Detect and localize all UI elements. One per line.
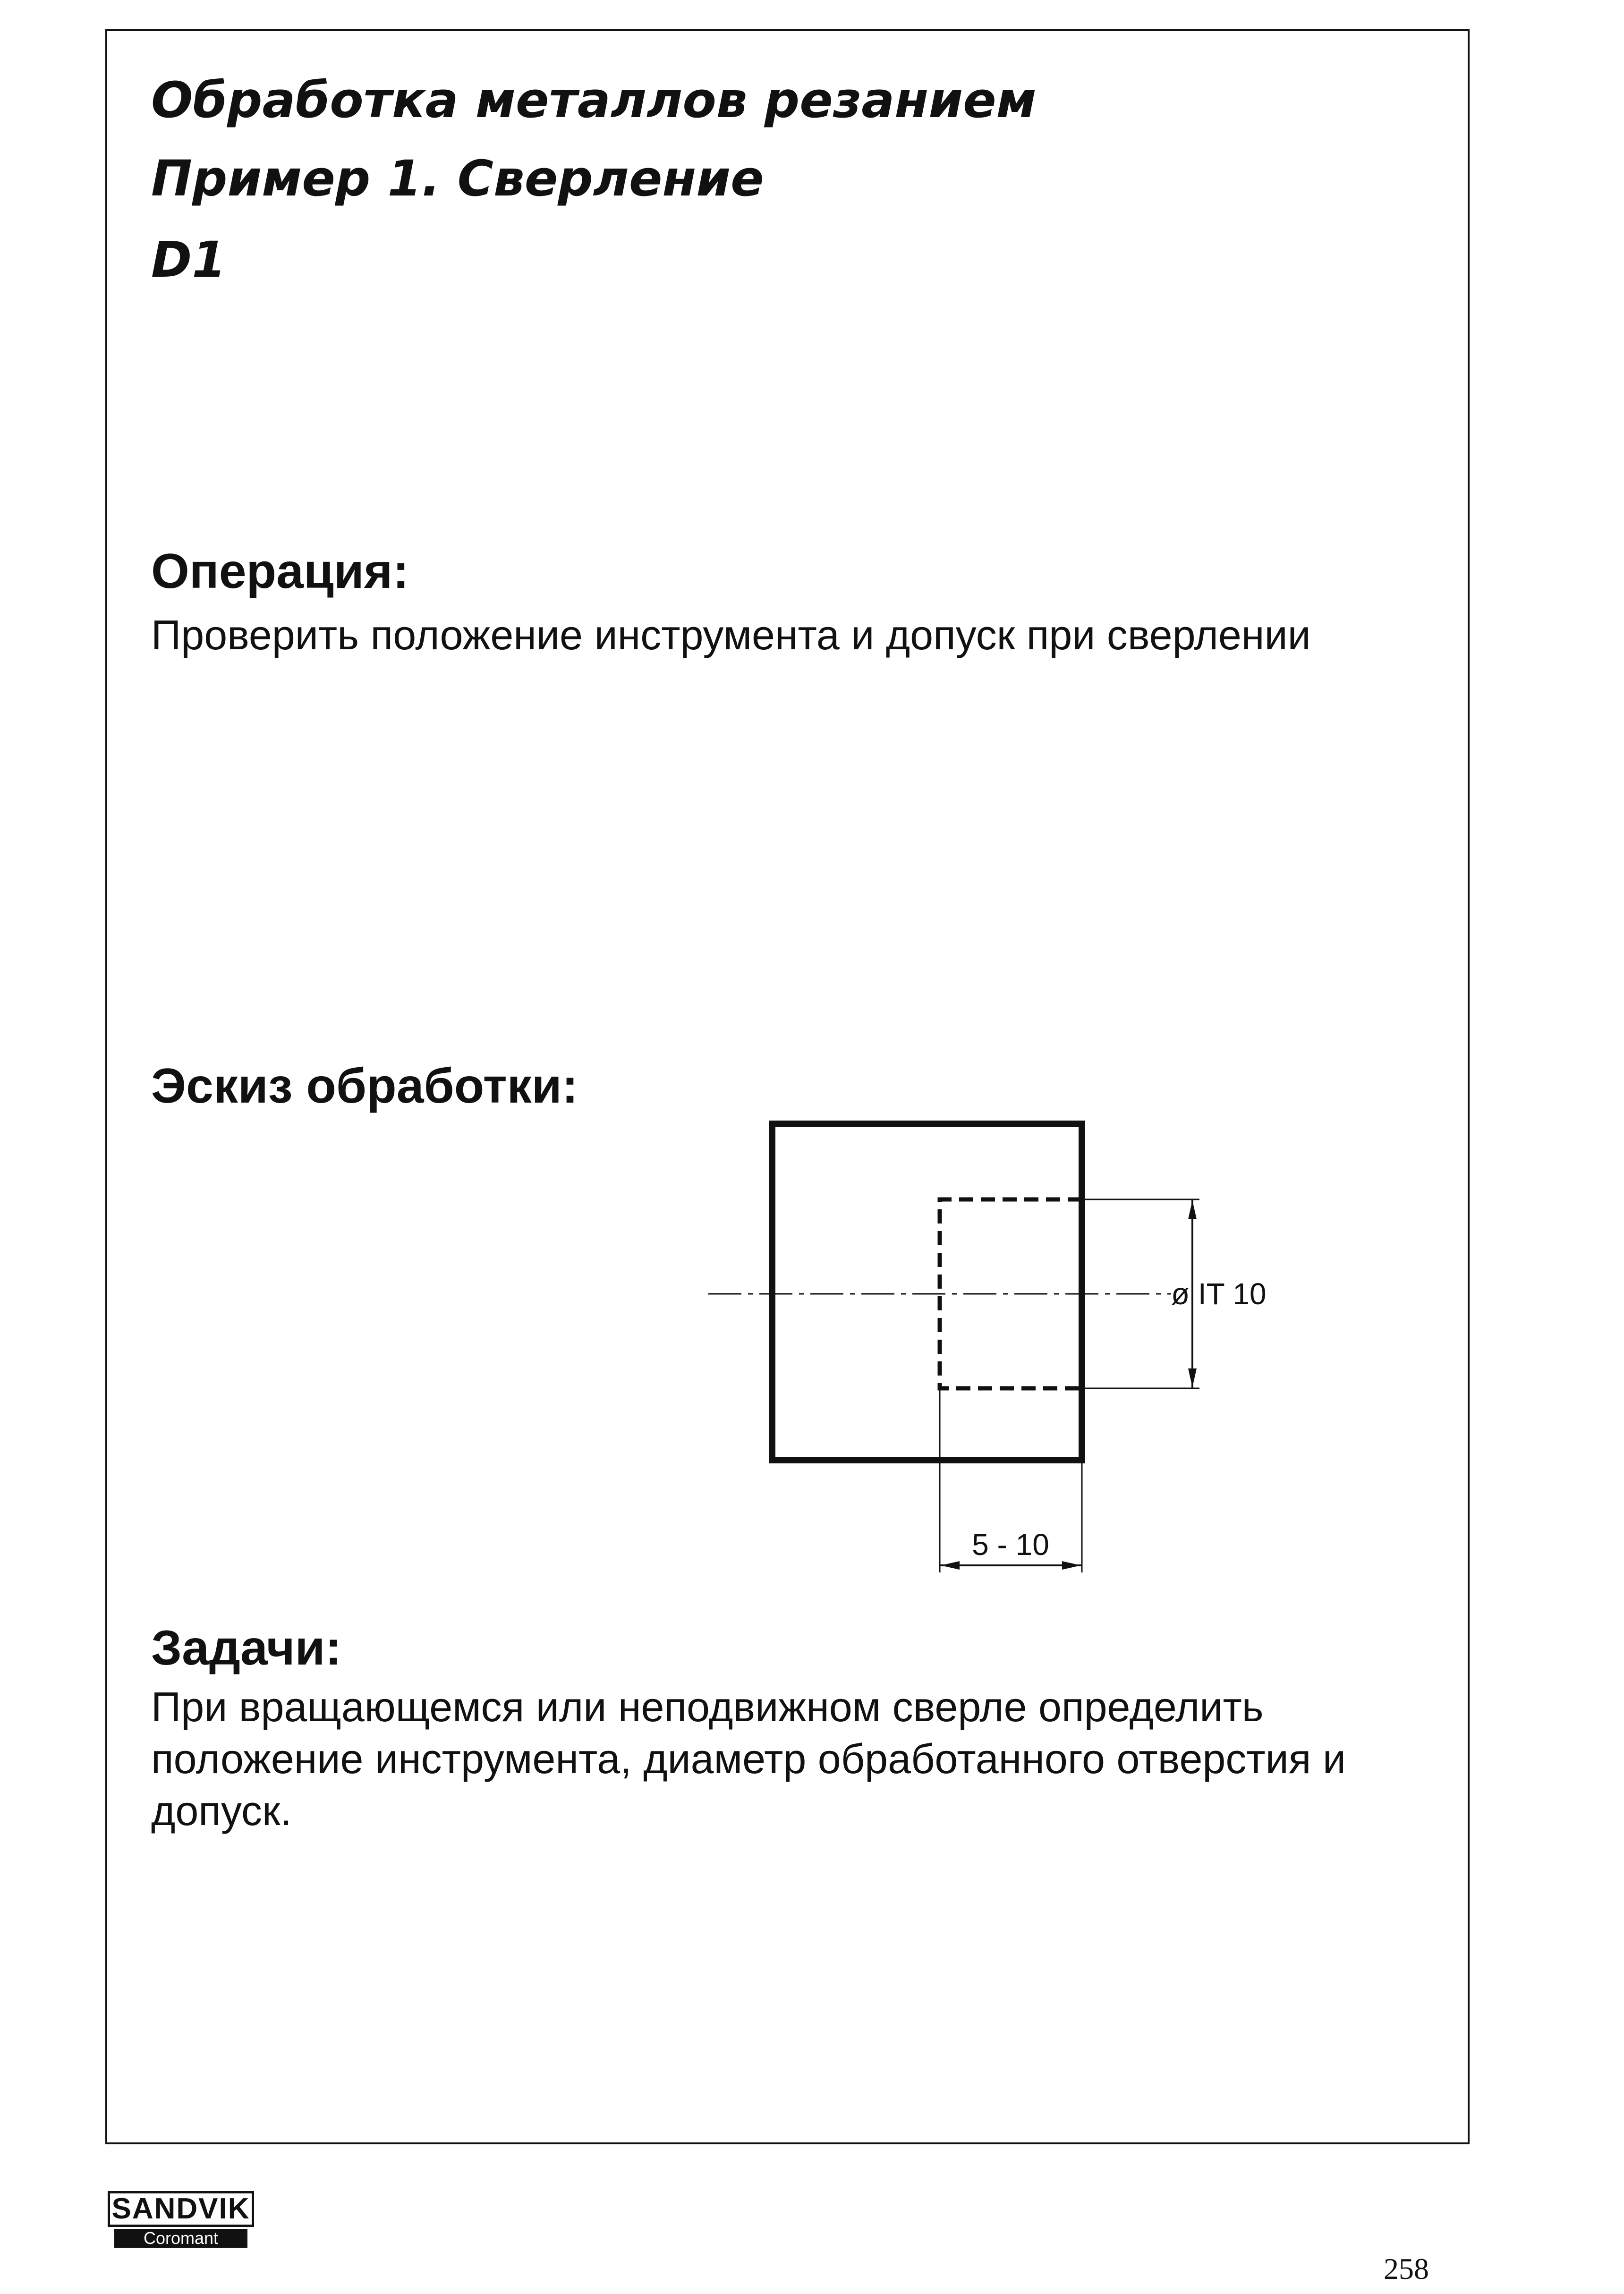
sketch-heading: Эскиз обработки: <box>151 1059 578 1113</box>
example-code: D1 <box>151 231 226 289</box>
example-title: Пример 1. Сверление <box>151 150 764 207</box>
operation-heading: Операция: <box>151 544 409 599</box>
sandvik-logo <box>108 2191 254 2248</box>
diameter-label: ø IT 10 <box>1171 1277 1267 1311</box>
workpiece-outline <box>772 1124 1082 1460</box>
logo-subtitle: Coromant <box>114 2229 247 2248</box>
depth-arrow-right <box>1062 1561 1081 1570</box>
hole-outline <box>940 1199 1082 1388</box>
diameter-arrow-top <box>1188 1200 1197 1219</box>
diameter-arrow-bottom <box>1188 1368 1197 1387</box>
drilling-sketch <box>699 1100 1313 1596</box>
logo-wordmark: SANDVIK <box>108 2191 254 2227</box>
tasks-text: При вращающемся или неподвижном сверле определить положение инструмента, диаметр обработанного отверстия и допуск. <box>151 1683 1346 1834</box>
page-number: 258 <box>1384 2252 1429 2286</box>
tasks-heading: Задачи: <box>151 1621 342 1675</box>
depth-arrow-left <box>941 1561 960 1570</box>
operation-text: Проверить положение инструмента и допуск при сверлении <box>151 612 1311 658</box>
depth-label: 5 - 10 <box>972 1528 1049 1562</box>
document-title: Обработка металлов резанием <box>151 71 1037 129</box>
